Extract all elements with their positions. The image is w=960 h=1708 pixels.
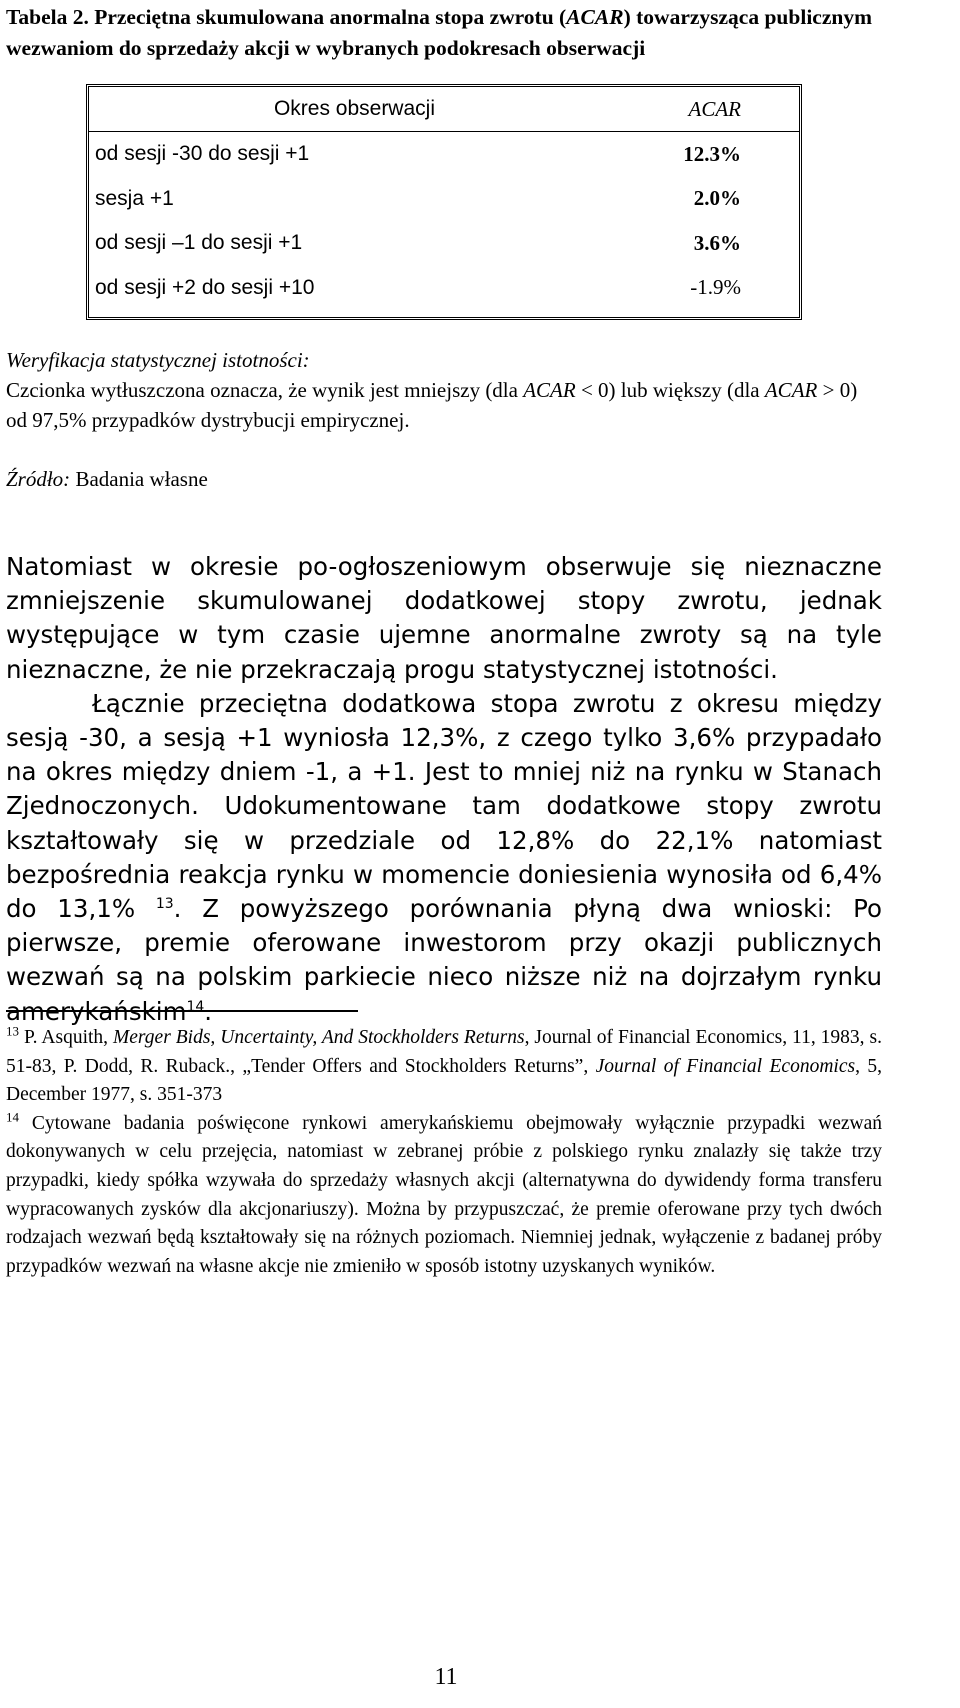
table-row [89, 177, 799, 222]
acar-table [86, 84, 802, 320]
row-period: od sesji -30 do sesji +1 [95, 142, 310, 166]
footnote-separator [6, 1010, 358, 1012]
row-acar: 12.3% [683, 141, 741, 166]
header-period: Okres obserwacji [89, 87, 575, 132]
note-text: Czcionka wytłuszczona oznacza, że wynik jest mniejszy (dla ACAR < 0) lub większy (dla ACAR > 0) od 97,5% przypadków dystrybucji empirycznej. [6, 378, 858, 432]
row-acar: -1.9% [690, 275, 741, 300]
body-text [6, 550, 882, 1029]
table-row [89, 266, 799, 311]
footnotes [6, 1024, 882, 1281]
row-acar: 3.6% [693, 230, 741, 255]
row-acar: 2.0% [693, 186, 741, 211]
table-header-row [89, 87, 799, 132]
footnote-ref-13: 13 [155, 895, 174, 912]
note-heading: Weryfikacja statystycznej istotności: [6, 348, 310, 372]
body-paragraph: Łącznie przeciętna dodatkowa stopa zwrotu z okresu między sesją -30, a sesją +1 wyniosła 12,3%, z czego tylko 3,6% przypadało na okres między dniem -1, a +1. Jest to mniej niż na rynku w Stanach Zjednoczonych. Udokumentowane tam dodatkowe stopy zwrotu kształtowały się w przedziale od 12,8% do 22,1% natomiast bezpośrednia reakcja rynku w momencie doniesienia wynosiła od 6,4% do 13,1% $^{13}$. Z powyższego porównania płyną dwa wnioski: Po pierwsze, premie oferowane inwestorom przy okazji publicznych wezwań są na polskim parkiecie nieco niższe niż na dojrzałym rynku amerykańskim$^{14}$. [6, 688, 882, 1026]
row-period: od sesji +2 do sesji +10 [95, 275, 315, 299]
significance-note [6, 345, 882, 435]
footnote-13: $^{13}$ P. Asquith, Merger Bids, Uncertainty, And Stockholders Returns, Journal of Financial Economics, 11, 1983, s. 51-83, P. Dodd, R. Ruback., „Tender Offers and Stockholders Returns”, Journal of Financial Economics, 5, December 1977, s. 351-373 [6, 1023, 883, 1106]
source-line: Źródło: Badania własne [6, 467, 208, 491]
body-paragraph: Natomiast w okresie po-ogłoszeniowym obserwuje się nieznaczne zmniejszenie skumulowanej dodatkowej stopy zwrotu, jednak występujące w tym czasie ujemne anormalne zwroty są na tyle nieznaczne, że nie przekraczają progu statystycznej istotności. [6, 552, 882, 684]
footnote-14: $^{14}$ Cytowane badania poświęcone rynkowi amerykańskiemu obejmowały wyłącznie przypadki wezwań dokonywanych w celu przejęcia, natomiast w zebranej próbie z polskiego rynku znalazły się także trzy przypadki, kiedy spółka wzywała do sprzedaży własnych akcji (alternatywna do dywidendy forma transferu wypracowanych zysków dla akcjonariuszy). Można by przypuszczać, że premie oferowane przy tych dwóch rodzajach wezwań będą kształtowały się na różnych poziomach. Niemniej jednak, wyłączenie z badanej próby przypadków wezwań na własne akcje nie zmieniło w sposób istotny uzyskanych wyników. [6, 1109, 882, 1277]
table-row [89, 132, 799, 177]
row-period: od sesji –1 do sesji +1 [95, 231, 303, 255]
footnote-ref-14: 14 [186, 998, 205, 1015]
table-row [89, 221, 799, 266]
header-acar: ACAR [575, 87, 799, 132]
row-period: sesja +1 [95, 186, 174, 210]
page-number: 11 [434, 1664, 458, 1690]
table-caption: Tabela 2. Przeciętna skumulowana anormalna stopa zwrotu (ACAR) towarzysząca publicznym wezwaniom do sprzedaży akcji w wybranych podokresach obserwacji [6, 5, 872, 60]
